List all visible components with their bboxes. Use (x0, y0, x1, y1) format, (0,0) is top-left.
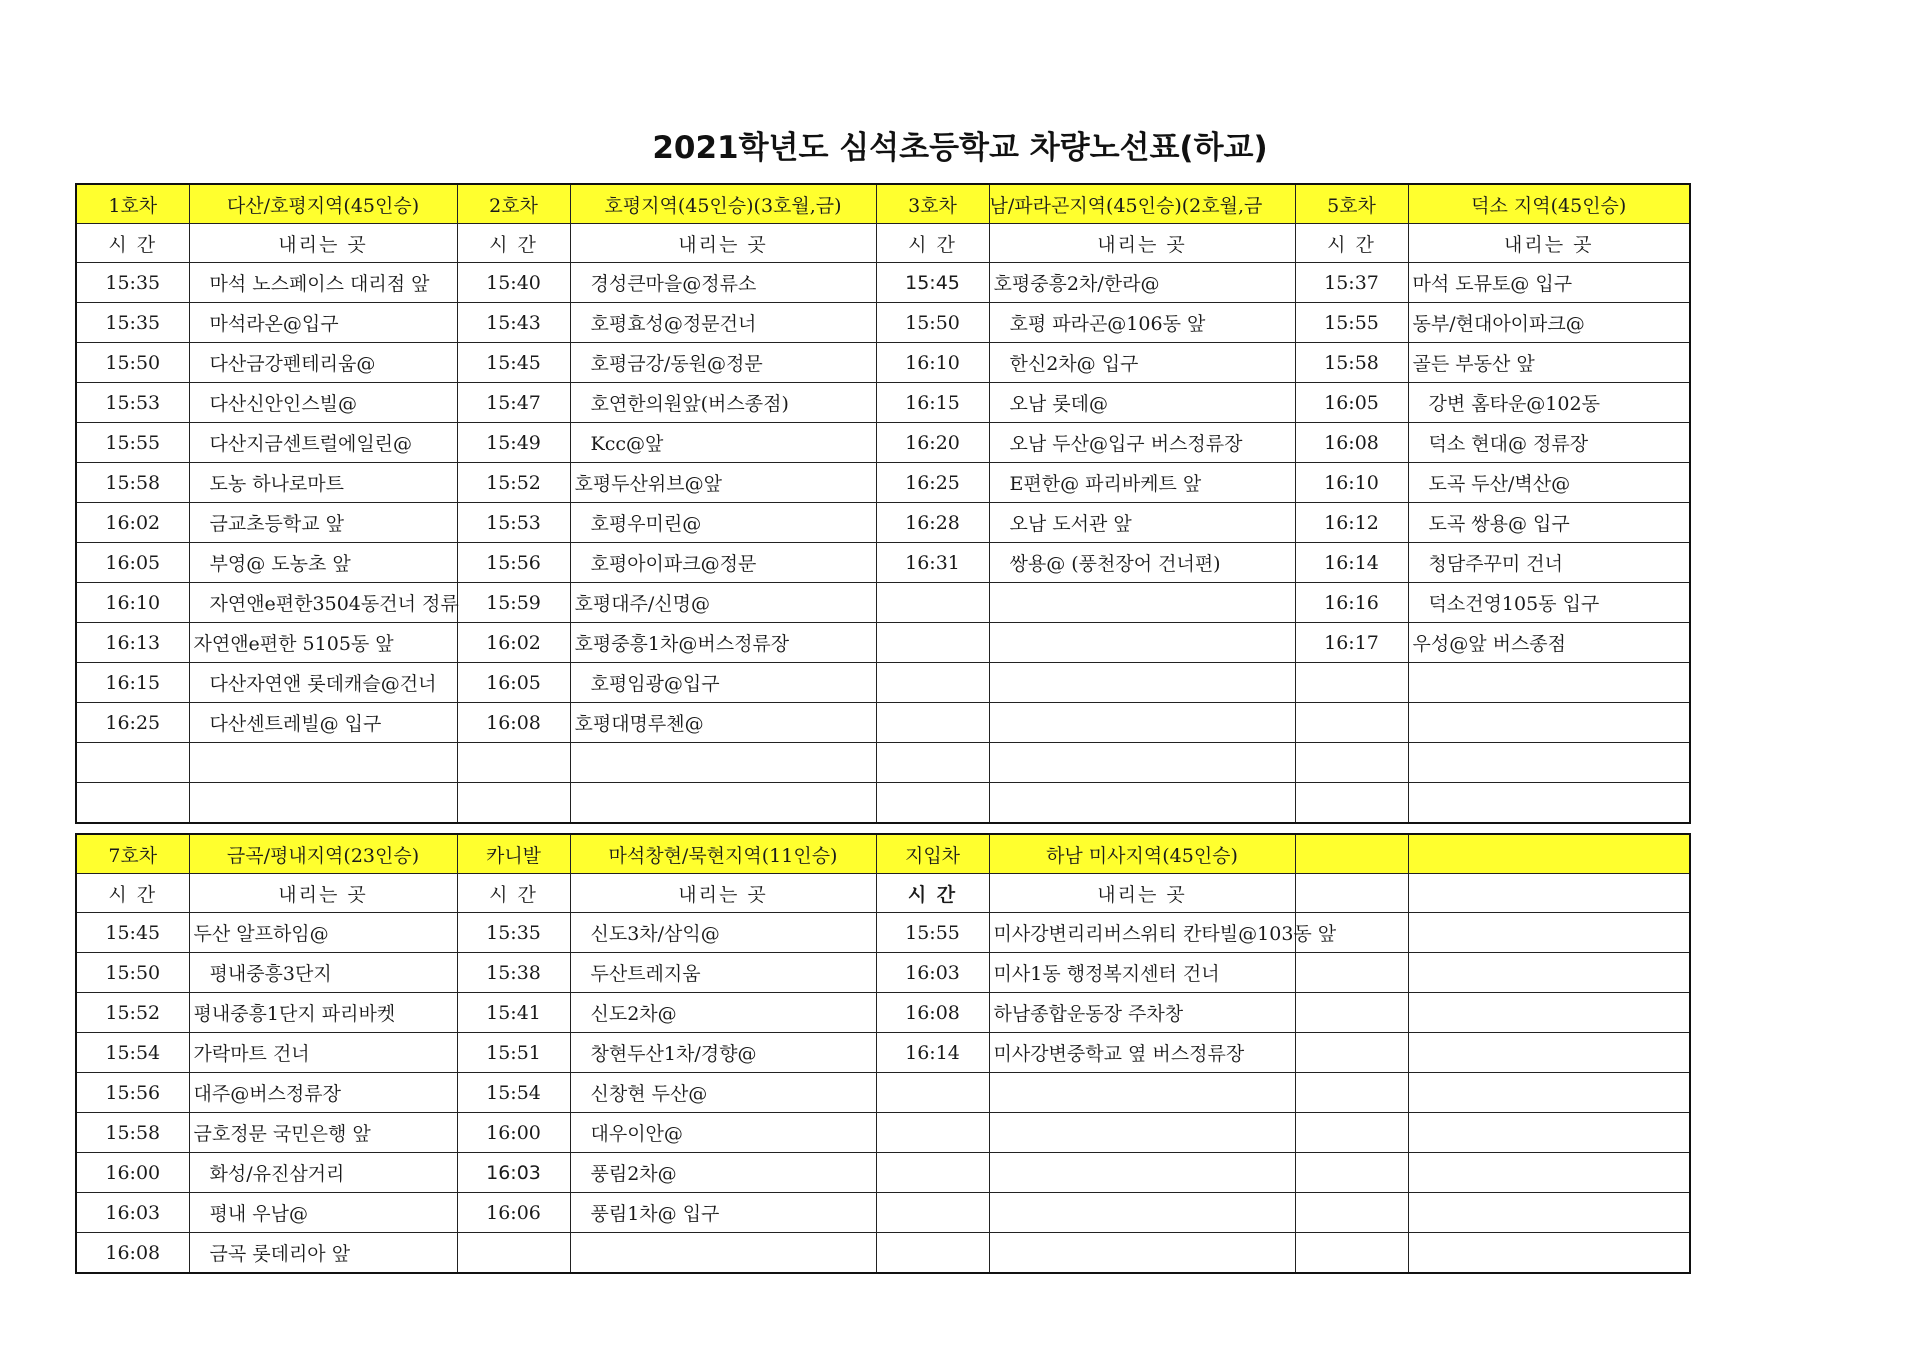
bus-name: 7호차 (76, 834, 189, 874)
time-column-label: 시 간 (76, 224, 189, 263)
stop-place: 호평중흥2차/한라@ (989, 263, 1295, 303)
stop-place: 두산 알프하임@ (189, 913, 457, 953)
stop-place: 두산트레지움 (570, 953, 876, 993)
schedule-row (76, 543, 1690, 583)
stop-time (1295, 743, 1408, 783)
stop-time (1295, 1073, 1408, 1113)
stop-time (876, 583, 989, 623)
column-label-row (76, 224, 1690, 263)
schedule-row (76, 1153, 1690, 1193)
bus-region: 덕소 지역(45인승) (1408, 184, 1690, 224)
stop-time: 15:58 (76, 463, 189, 503)
stop-place: 호연한의원앞(버스종점) (570, 383, 876, 423)
schedule-row (76, 783, 1690, 824)
stop-place: 호평 파라곤@106동 앞 (989, 303, 1295, 343)
stop-time (1295, 1033, 1408, 1073)
bus-name: 카니발 (457, 834, 570, 874)
stop-place (570, 783, 876, 824)
stop-place: 미사1동 행정복지센터 건너 (989, 953, 1295, 993)
stop-time: 15:52 (76, 993, 189, 1033)
stop-place: 하남종합운동장 주차창 (989, 993, 1295, 1033)
stop-time (1295, 953, 1408, 993)
stop-time (1295, 1233, 1408, 1274)
bus-region: 호평지역(45인승)(3호월,금) (570, 184, 876, 224)
stop-place: 평내 우남@ (189, 1193, 457, 1233)
schedule-row (76, 463, 1690, 503)
stop-time: 15:35 (457, 913, 570, 953)
stop-place (1408, 1153, 1690, 1193)
stop-place (570, 1233, 876, 1274)
schedule-row (76, 993, 1690, 1033)
time-column-label: 시 간 (76, 874, 189, 913)
stop-time: 15:50 (76, 953, 189, 993)
stop-place: 도곡 두산/벽산@ (1408, 463, 1690, 503)
bus-header-row (76, 184, 1690, 224)
time-column-label: 시 간 (457, 224, 570, 263)
stop-place (989, 663, 1295, 703)
stop-time: 16:28 (876, 503, 989, 543)
place-column-label: 내리는 곳 (989, 874, 1295, 913)
time-column-label: 시 간 (457, 874, 570, 913)
bus-name (1295, 834, 1408, 874)
stop-time: 15:54 (457, 1073, 570, 1113)
stop-time: 15:50 (76, 343, 189, 383)
stop-place: Kcc@앞 (570, 423, 876, 463)
stop-place (989, 583, 1295, 623)
stop-place: 경성큰마을@정류소 (570, 263, 876, 303)
stop-place: 청담주꾸미 건너 (1408, 543, 1690, 583)
stop-place (1408, 783, 1690, 824)
stop-time (876, 663, 989, 703)
stop-place: 금곡 롯데리아 앞 (189, 1233, 457, 1274)
stop-time: 16:14 (876, 1033, 989, 1073)
bottom-schedule-table (75, 833, 1691, 1274)
stop-place (989, 703, 1295, 743)
stop-place (989, 1073, 1295, 1113)
schedule-row (76, 743, 1690, 783)
stop-place: 다산자연앤 롯데캐슬@건너 (189, 663, 457, 703)
stop-time (1295, 1153, 1408, 1193)
time-column-label: 시 간 (1295, 224, 1408, 263)
schedule-row (76, 303, 1690, 343)
stop-time: 16:10 (876, 343, 989, 383)
stop-place: 도곡 쌍용@ 입구 (1408, 503, 1690, 543)
stop-place (570, 743, 876, 783)
stop-place: 덕소건영105동 입구 (1408, 583, 1690, 623)
stop-time: 16:05 (457, 663, 570, 703)
place-column-label: 내리는 곳 (189, 874, 457, 913)
stop-place: 창현두산1차/경향@ (570, 1033, 876, 1073)
stop-place: 신도2차@ (570, 993, 876, 1033)
stop-place (1408, 743, 1690, 783)
stop-place: 호평대명루첸@ (570, 703, 876, 743)
schedule-row (76, 623, 1690, 663)
place-column-label: 내리는 곳 (989, 224, 1295, 263)
stop-place: 대주@버스정류장 (189, 1073, 457, 1113)
stop-time: 16:17 (1295, 623, 1408, 663)
stop-time: 15:52 (457, 463, 570, 503)
stop-time: 16:02 (457, 623, 570, 663)
stop-time: 15:45 (76, 913, 189, 953)
stop-time (876, 703, 989, 743)
stop-time (876, 783, 989, 824)
stop-place: 호평효성@정문건너 (570, 303, 876, 343)
stop-time (457, 1233, 570, 1274)
stop-place: 미사강변리리버스위티 칸타빌@103동 앞 (989, 913, 1295, 953)
schedule-row (76, 703, 1690, 743)
schedule-row (76, 263, 1690, 303)
stop-time: 15:58 (1295, 343, 1408, 383)
stop-time: 16:02 (76, 503, 189, 543)
stop-time: 15:49 (457, 423, 570, 463)
stop-place: 마석 노스페이스 대리점 앞 (189, 263, 457, 303)
stop-time: 16:10 (1295, 463, 1408, 503)
time-column-label: 시 간 (876, 224, 989, 263)
place-column-label: 내리는 곳 (570, 224, 876, 263)
stop-place: 금교초등학교 앞 (189, 503, 457, 543)
stop-place: 가락마트 건너 (189, 1033, 457, 1073)
stop-place: 강변 홈타운@102동 (1408, 383, 1690, 423)
stop-place (1408, 1033, 1690, 1073)
schedule-row (76, 1033, 1690, 1073)
place-column-label: 내리는 곳 (189, 224, 457, 263)
stop-place: 덕소 현대@ 정류장 (1408, 423, 1690, 463)
stop-place: 호평금강/동원@정문 (570, 343, 876, 383)
schedule-row (76, 1113, 1690, 1153)
stop-time (876, 623, 989, 663)
stop-time: 16:08 (876, 993, 989, 1033)
stop-time: 16:31 (876, 543, 989, 583)
stop-time: 16:14 (1295, 543, 1408, 583)
stop-time: 15:43 (457, 303, 570, 343)
stop-place: E편한@ 파리바케트 앞 (989, 463, 1295, 503)
stop-place: 자연앤e편한3504동건너 정류 (189, 583, 457, 623)
stop-place (989, 1113, 1295, 1153)
stop-place (989, 783, 1295, 824)
bus-region: 하남 미사지역(45인승) (989, 834, 1295, 874)
stop-place (989, 1193, 1295, 1233)
bus-region: 금곡/평내지역(23인승) (189, 834, 457, 874)
stop-time: 15:55 (76, 423, 189, 463)
stop-place (1408, 1113, 1690, 1153)
stop-place (1408, 993, 1690, 1033)
stop-time: 15:54 (76, 1033, 189, 1073)
stop-time: 15:55 (876, 913, 989, 953)
empty-cell (1295, 874, 1408, 913)
stop-place: 미사강변중학교 옆 버스정류장 (989, 1033, 1295, 1073)
stop-place: 금호정문 국민은행 앞 (189, 1113, 457, 1153)
stop-time: 16:16 (1295, 583, 1408, 623)
stop-place: 호평두산위브@앞 (570, 463, 876, 503)
place-column-label: 내리는 곳 (570, 874, 876, 913)
stop-time: 15:38 (457, 953, 570, 993)
stop-time (876, 1113, 989, 1153)
stop-time: 16:03 (76, 1193, 189, 1233)
stop-time: 15:51 (457, 1033, 570, 1073)
stop-time (1295, 783, 1408, 824)
schedule-row (76, 343, 1690, 383)
bus-name: 1호차 (76, 184, 189, 224)
stop-time: 16:25 (76, 703, 189, 743)
stop-time: 15:59 (457, 583, 570, 623)
stop-time: 16:06 (457, 1193, 570, 1233)
schedule-row (76, 953, 1690, 993)
stop-place (1408, 1233, 1690, 1274)
stop-place: 동부/현대아이파크@ (1408, 303, 1690, 343)
stop-time: 15:58 (76, 1113, 189, 1153)
stop-time: 15:41 (457, 993, 570, 1033)
stop-place (989, 623, 1295, 663)
stop-time: 16:15 (76, 663, 189, 703)
stop-place (189, 783, 457, 824)
stop-time (76, 743, 189, 783)
stop-place: 다산지금센트럴에일린@ (189, 423, 457, 463)
schedule-row (76, 383, 1690, 423)
stop-time: 16:05 (1295, 383, 1408, 423)
schedule-row (76, 913, 1690, 953)
stop-place (1408, 1193, 1690, 1233)
place-column-label: 내리는 곳 (1408, 224, 1690, 263)
stop-place (189, 743, 457, 783)
stop-time: 15:56 (76, 1073, 189, 1113)
stop-time (876, 743, 989, 783)
stop-place: 대우이안@ (570, 1113, 876, 1153)
stop-place (1408, 663, 1690, 703)
stop-time: 15:47 (457, 383, 570, 423)
stop-place: 호평우미린@ (570, 503, 876, 543)
stop-time: 16:08 (457, 703, 570, 743)
stop-place: 골든 부동산 앞 (1408, 343, 1690, 383)
stop-time (876, 1073, 989, 1113)
stop-time (1295, 1113, 1408, 1153)
stop-time: 16:05 (76, 543, 189, 583)
stop-place: 마석 도뮤토@ 입구 (1408, 263, 1690, 303)
schedule-row (76, 583, 1690, 623)
stop-time: 16:25 (876, 463, 989, 503)
stop-place: 신창현 두산@ (570, 1073, 876, 1113)
time-column-label: 시 간 (876, 874, 989, 913)
stop-place: 오남 롯데@ (989, 383, 1295, 423)
stop-place: 호평아이파크@정문 (570, 543, 876, 583)
stop-place (1408, 703, 1690, 743)
stop-place: 신도3차/삼익@ (570, 913, 876, 953)
stop-place: 호평대주/신명@ (570, 583, 876, 623)
empty-cell (1408, 874, 1690, 913)
stop-place: 자연앤e편한 5105동 앞 (189, 623, 457, 663)
stop-place: 풍림2차@ (570, 1153, 876, 1193)
stop-time: 15:35 (76, 263, 189, 303)
stop-time (1295, 663, 1408, 703)
stop-time: 16:08 (76, 1233, 189, 1274)
stop-place: 다산금강펜테리움@ (189, 343, 457, 383)
page-title: 2021학년도 심석초등학교 차량노선표(하교) (652, 130, 1268, 166)
stop-time: 16:03 (876, 953, 989, 993)
stop-place: 호평중흥1차@버스정류장 (570, 623, 876, 663)
bus-name: 3호차 (876, 184, 989, 224)
stop-time (76, 783, 189, 824)
stop-place (989, 1153, 1295, 1193)
stop-time (457, 743, 570, 783)
stop-place (1408, 1073, 1690, 1113)
stop-time: 15:45 (457, 343, 570, 383)
stop-place: 다산센트레빌@ 입구 (189, 703, 457, 743)
schedule-row (76, 423, 1690, 463)
stop-time: 16:15 (876, 383, 989, 423)
bus-region: 마석창현/묵현지역(11인승) (570, 834, 876, 874)
stop-time: 16:12 (1295, 503, 1408, 543)
stop-time: 15:53 (457, 503, 570, 543)
bus-header-row (76, 834, 1690, 874)
stop-time (876, 1193, 989, 1233)
schedule-row (76, 663, 1690, 703)
bus-name: 지입차 (876, 834, 989, 874)
stop-time: 15:35 (76, 303, 189, 343)
stop-place: 호평임광@입구 (570, 663, 876, 703)
schedule-row (76, 503, 1690, 543)
stop-place: 오남 두산@입구 버스정류장 (989, 423, 1295, 463)
stop-place (989, 743, 1295, 783)
stop-time: 16:00 (457, 1113, 570, 1153)
bus-region (1408, 834, 1690, 874)
stop-time: 15:40 (457, 263, 570, 303)
stop-place (989, 1233, 1295, 1274)
stop-time: 15:37 (1295, 263, 1408, 303)
stop-time: 15:50 (876, 303, 989, 343)
stop-place: 평내중흥3단지 (189, 953, 457, 993)
stop-time: 16:13 (76, 623, 189, 663)
stop-time (1295, 993, 1408, 1033)
stop-place: 도농 하나로마트 (189, 463, 457, 503)
stop-time (1295, 1193, 1408, 1233)
stop-place: 오남 도서관 앞 (989, 503, 1295, 543)
stop-time: 16:10 (76, 583, 189, 623)
stop-place: 다산신안인스빌@ (189, 383, 457, 423)
stop-place: 풍림1차@ 입구 (570, 1193, 876, 1233)
stop-place: 쌍용@ (풍천장어 건너편) (989, 543, 1295, 583)
stop-time: 16:20 (876, 423, 989, 463)
stop-time: 15:45 (876, 263, 989, 303)
stop-time: 15:56 (457, 543, 570, 583)
stop-time (876, 1153, 989, 1193)
stop-place: 평내중흥1단지 파리바켓 (189, 993, 457, 1033)
schedule-row (76, 1233, 1690, 1274)
stop-place: 화성/유진삼거리 (189, 1153, 457, 1193)
stop-place (1408, 953, 1690, 993)
stop-place: 한신2차@ 입구 (989, 343, 1295, 383)
column-label-row (76, 874, 1690, 913)
stop-time: 16:00 (76, 1153, 189, 1193)
stop-time: 16:03 (457, 1153, 570, 1193)
stop-time: 15:53 (76, 383, 189, 423)
stop-time (876, 1233, 989, 1274)
schedule-row (76, 1073, 1690, 1113)
stop-place: 우성@앞 버스종점 (1408, 623, 1690, 663)
stop-time: 16:08 (1295, 423, 1408, 463)
bus-region: 다산/호평지역(45인승) (189, 184, 457, 224)
stop-place: 마석라온@입구 (189, 303, 457, 343)
bus-name: 5호차 (1295, 184, 1408, 224)
stop-place (1408, 913, 1690, 953)
bus-region: 남/파라곤지역(45인승)(2호월,금 (989, 184, 1295, 224)
stop-time (457, 783, 570, 824)
stop-place: 부영@ 도농초 앞 (189, 543, 457, 583)
schedule-row (76, 1193, 1690, 1233)
stop-time (1295, 703, 1408, 743)
stop-time: 15:55 (1295, 303, 1408, 343)
top-schedule-table (75, 183, 1691, 824)
bus-name: 2호차 (457, 184, 570, 224)
